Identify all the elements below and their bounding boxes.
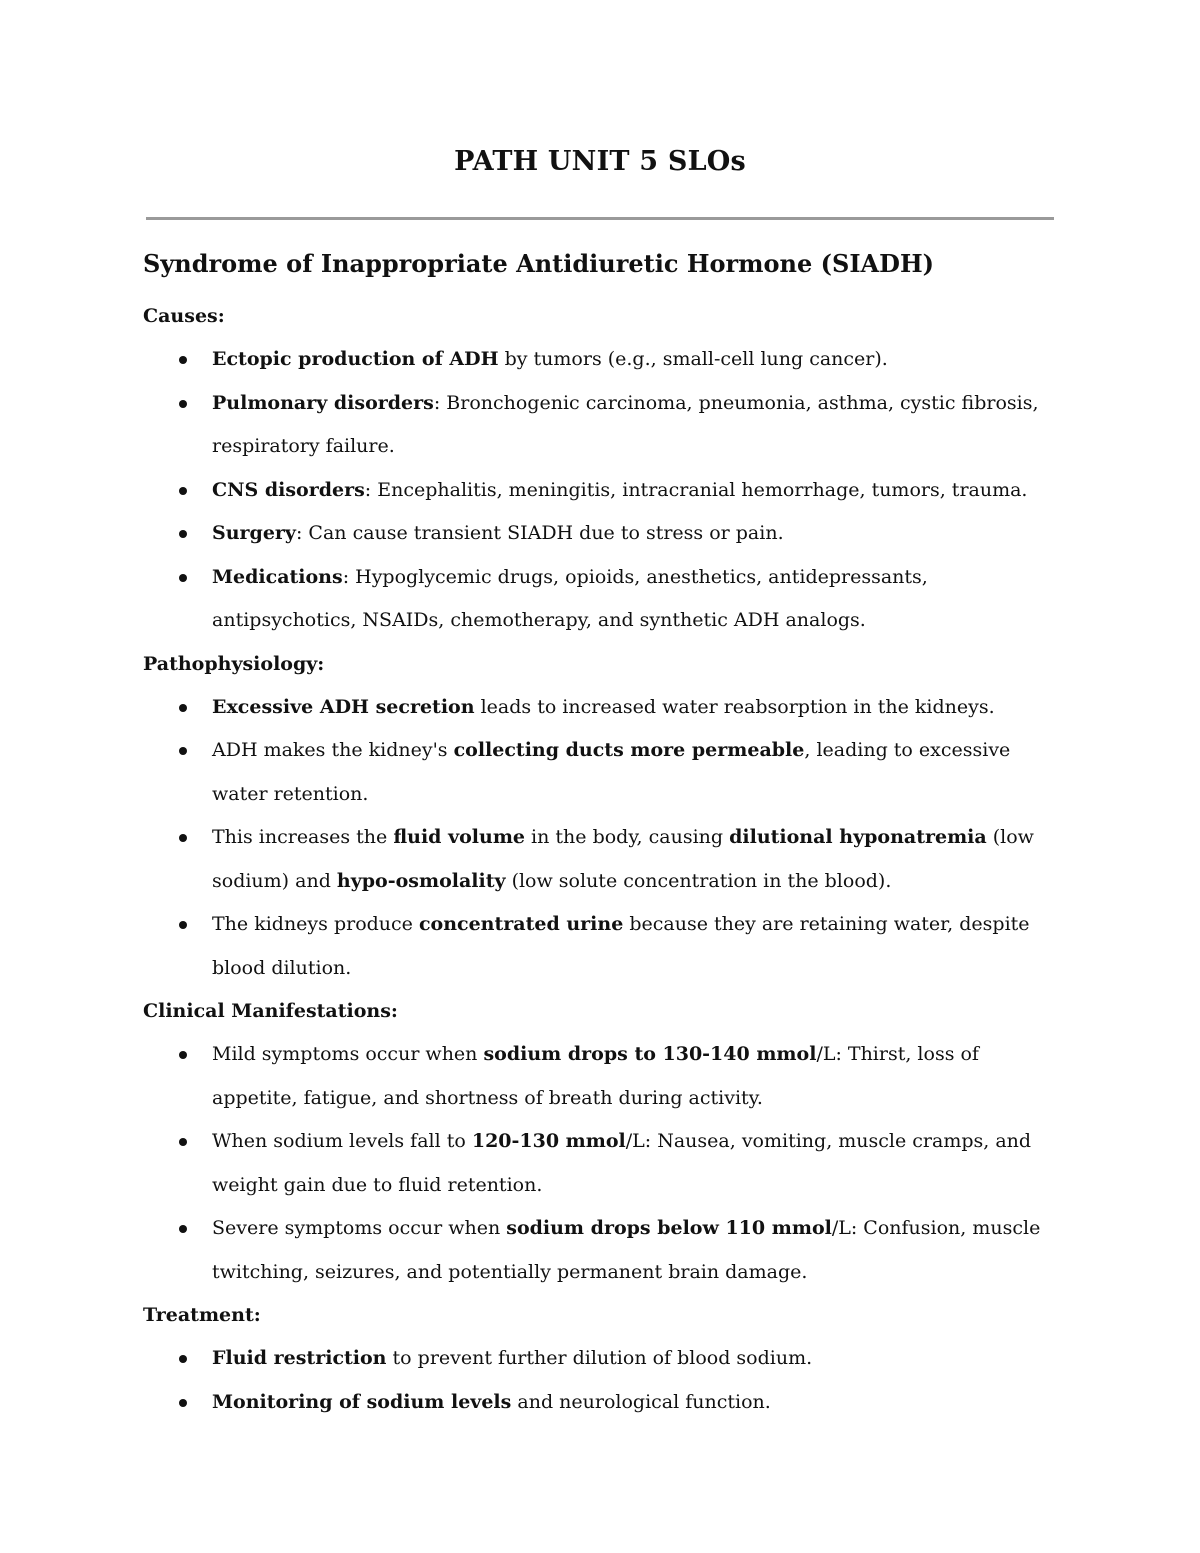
section-heading: Syndrome of Inappropriate Antidiuretic Hormone (SIADH) — [143, 249, 935, 278]
clinical-manifestations-label: Clinical Manifestations: — [143, 1000, 398, 1022]
bullet-icon — [179, 1399, 187, 1407]
list-item: CNS disorders: Encephalitis, meningitis, intracranial hemorrhage, tumors, trauma. — [143, 469, 1063, 513]
bullet-icon — [179, 1138, 187, 1146]
list-item: The kidneys produce concentrated urine because they are retaining water, despite blood dilution. — [143, 903, 1063, 990]
page-title: PATH UNIT 5 SLOs — [454, 146, 746, 177]
list-item: Pulmonary disorders: Bronchogenic carcinoma, pneumonia, asthma, cystic fibrosis, respiratory failure. — [143, 382, 1063, 469]
pathophysiology-label: Pathophysiology: — [143, 652, 325, 675]
document-body — [143, 247, 1063, 1424]
treatment-label: Treatment: — [143, 1304, 261, 1326]
list-item: Excessive ADH secretion leads to increased water reabsorption in the kidneys. — [143, 686, 1063, 730]
bullet-icon — [179, 747, 187, 755]
bullet-icon — [179, 400, 187, 408]
list-item: Surgery: Can cause transient SIADH due to stress or pain. — [143, 512, 1063, 556]
list-item: Mild symptoms occur when sodium drops to 130-140 mmol/L: Thirst, loss of appetite, fatigue, and shortness of breath during activity. — [143, 1033, 1063, 1120]
pathophysiology-list — [143, 686, 1063, 991]
causes-list — [143, 338, 1063, 643]
treatment-list — [143, 1337, 1063, 1424]
bullet-icon — [179, 1051, 187, 1059]
clinical-manifestations-list — [143, 1033, 1063, 1294]
list-item: Medications: Hypoglycemic drugs, opioids, anesthetics, antidepressants, antipsychotics, NSAIDs, chemotherapy, and synthetic ADH analogs. — [143, 556, 1063, 643]
bullet-icon — [179, 356, 187, 364]
list-item: This increases the fluid volume in the body, causing dilutional hyponatremia (low sodium) and hypo-osmolality (low solute concentration in the blood). — [143, 816, 1063, 903]
bullet-icon — [179, 530, 187, 538]
bullet-icon — [179, 834, 187, 842]
causes-label: Causes: — [143, 305, 225, 327]
bullet-icon — [179, 1355, 187, 1363]
list-item: Ectopic production of ADH by tumors (e.g., small-cell lung cancer). — [143, 338, 1063, 382]
title-divider — [146, 217, 1054, 220]
list-item: Severe symptoms occur when sodium drops below 110 mmol/L: Confusion, muscle twitching, seizures, and potentially permanent brain damage. — [143, 1207, 1063, 1294]
bullet-icon — [179, 487, 187, 495]
bullet-icon — [179, 574, 187, 582]
list-item: Monitoring of sodium levels and neurological function. — [143, 1381, 1063, 1425]
bullet-icon — [179, 921, 187, 929]
list-item: ADH makes the kidney's collecting ducts more permeable, leading to excessive water retention. — [143, 729, 1063, 816]
list-item: Fluid restriction to prevent further dilution of blood sodium. — [143, 1337, 1063, 1381]
bullet-icon — [179, 1225, 187, 1233]
bullet-icon — [179, 704, 187, 712]
list-item: When sodium levels fall to 120-130 mmol/L: Nausea, vomiting, muscle cramps, and weight gain due to fluid retention. — [143, 1120, 1063, 1207]
